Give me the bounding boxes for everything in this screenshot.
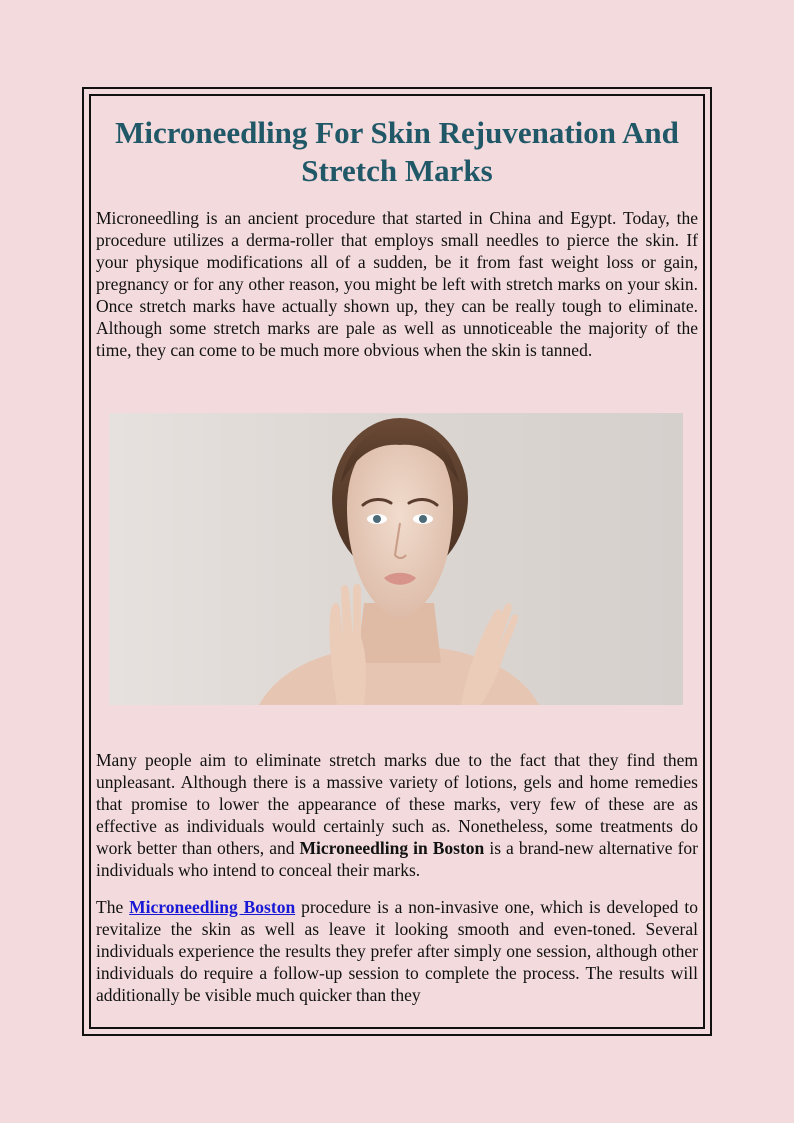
microneedling-boston-link[interactable]: Microneedling Boston xyxy=(129,897,296,917)
procedure-paragraph xyxy=(96,896,698,1006)
paragraph-text: Many people aim to eliminate stretch marks due to the fact that they find them unpleasant. Although there is a massive variety of lotions, gels and home remedies that promise to lower the appearance of these marks, very few of these are as effective as individuals would certainly such as. Nonetheless, some treatments do work better than others, and xyxy=(96,750,698,858)
stretch-marks-paragraph xyxy=(96,749,698,881)
intro-paragraph: Microneedling is an ancient procedure that started in China and Egypt. Today, the procedure utilizes a derma-roller that employs small needles to pierce the skin. If your physique modifications all of a sudden, be it from fast weight loss or gain, pregnancy or for any other reason, you might be left with stretch marks on your skin. Once stretch marks have actually shown up, they can be really tough to eliminate. Although some stretch marks are pale as well as unnoticeable the majority of the time, they can come to be much more obvious when the skin is tanned. xyxy=(96,208,698,360)
paragraph-text: The xyxy=(96,897,130,917)
bold-keyword: Microneedling in Boston xyxy=(299,838,485,858)
paragraph-text: procedure is a non-invasive one, which is developed to revitalize the skin as well as leave it looking smooth and even-toned. Several individuals experience the results they prefer after simply one session, although other individuals do require a follow-up session to complete the process. The results will additionally be visible much quicker than they xyxy=(96,897,698,1005)
page-title: Microneedling For Skin Rejuvenation And Stretch Marks xyxy=(115,115,679,188)
paragraph-text: is a brand-new alternative for individuals who intend to conceal their marks. xyxy=(96,838,698,880)
woman-face-photo xyxy=(109,413,683,705)
document-body xyxy=(96,114,698,1006)
